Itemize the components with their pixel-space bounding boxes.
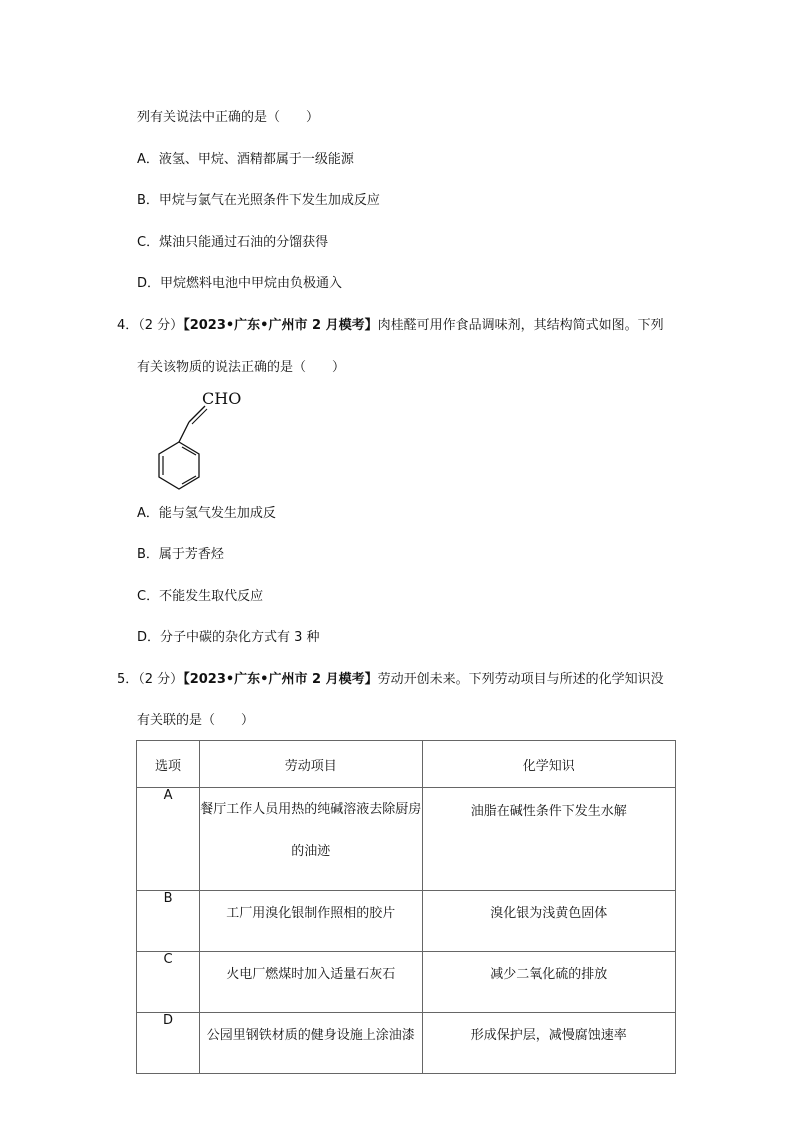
q4-number: 4． <box>117 318 139 333</box>
cinnamaldehyde-structure-figure <box>135 384 255 496</box>
table-row <box>137 1013 676 1074</box>
side-chain-bond-1 <box>179 422 189 442</box>
row-task-line2: 的油迹 <box>291 844 331 859</box>
q4-option-d: D．分子中碳的杂化方式有 3 种 <box>137 630 320 645</box>
row-task: 工厂用溴化银制作照相的胶片 <box>200 891 422 952</box>
row-task: 公园里钢铁材质的健身设施上涂油漆 <box>200 1013 422 1074</box>
q5-stem-line1 <box>117 672 664 688</box>
table-row <box>137 891 676 952</box>
benzene-ring <box>159 442 199 489</box>
q4-stem-line2: 有关该物质的说法正确的是（ ） <box>137 360 346 375</box>
q3-option-a: A．液氢、甲烷、酒精都属于一级能源 <box>137 152 354 167</box>
q3-option-d: D．甲烷燃料电池中甲烷由负极通入 <box>137 276 343 291</box>
row-knowledge: 形成保护层，减慢腐蚀速率 <box>422 1013 675 1074</box>
q4-option-c: C．不能发生取代反应 <box>137 589 264 604</box>
q5-score: （2 分） <box>138 672 184 687</box>
row-knowledge: 减少二氧化硫的排放 <box>422 952 675 1013</box>
row-option: A <box>137 788 200 891</box>
q3-stem-tail: 列有关说法中正确的是（ ） <box>137 110 320 125</box>
q4-option-b: B．属于芳香烃 <box>137 547 224 562</box>
header-option: 选项 <box>137 741 200 788</box>
row-knowledge: 油脂在碱性条件下发生水解 <box>422 788 675 891</box>
q4-source: 【2023•广东•广州市 2 月模考】 <box>183 318 378 333</box>
row-task-line1: 餐厅工作人员用热的纯碱溶液去除厨房 <box>200 802 422 817</box>
q4-stem-text: 肉桂醛可用作食品调味剂，其结构简式如图。下列 <box>377 318 664 333</box>
q5-source: 【2023•广东•广州市 2 月模考】 <box>183 672 378 687</box>
row-knowledge: 溴化银为浅黄色固体 <box>422 891 675 952</box>
q4-stem-line1 <box>117 318 664 334</box>
row-option: B <box>137 891 200 952</box>
table-row <box>137 952 676 1013</box>
q3-option-b: B．甲烷与氯气在光照条件下发生加成反应 <box>137 193 380 208</box>
q5-stem-text: 劳动开创未来。下列劳动项目与所述的化学知识没 <box>377 672 664 687</box>
q3-option-c: C．煤油只能通过石油的分馏获得 <box>137 235 329 250</box>
q4-option-a: A．能与氢气发生加成反 <box>137 506 276 521</box>
q5-number: 5． <box>117 672 139 687</box>
header-knowledge: 化学知识 <box>422 741 675 788</box>
q5-stem-line2: 有关联的是（ ） <box>137 713 255 728</box>
table-header-row <box>137 741 676 788</box>
table-row <box>137 788 676 891</box>
row-task: 火电厂燃煤时加入适量石灰石 <box>200 952 422 1013</box>
header-task: 劳动项目 <box>200 741 422 788</box>
row-option: D <box>137 1013 200 1074</box>
row-option: C <box>137 952 200 1013</box>
aldehyde-label: CHO <box>202 389 242 408</box>
row-task <box>200 788 422 891</box>
labor-knowledge-table <box>136 740 676 1074</box>
q4-score: （2 分） <box>138 318 184 333</box>
